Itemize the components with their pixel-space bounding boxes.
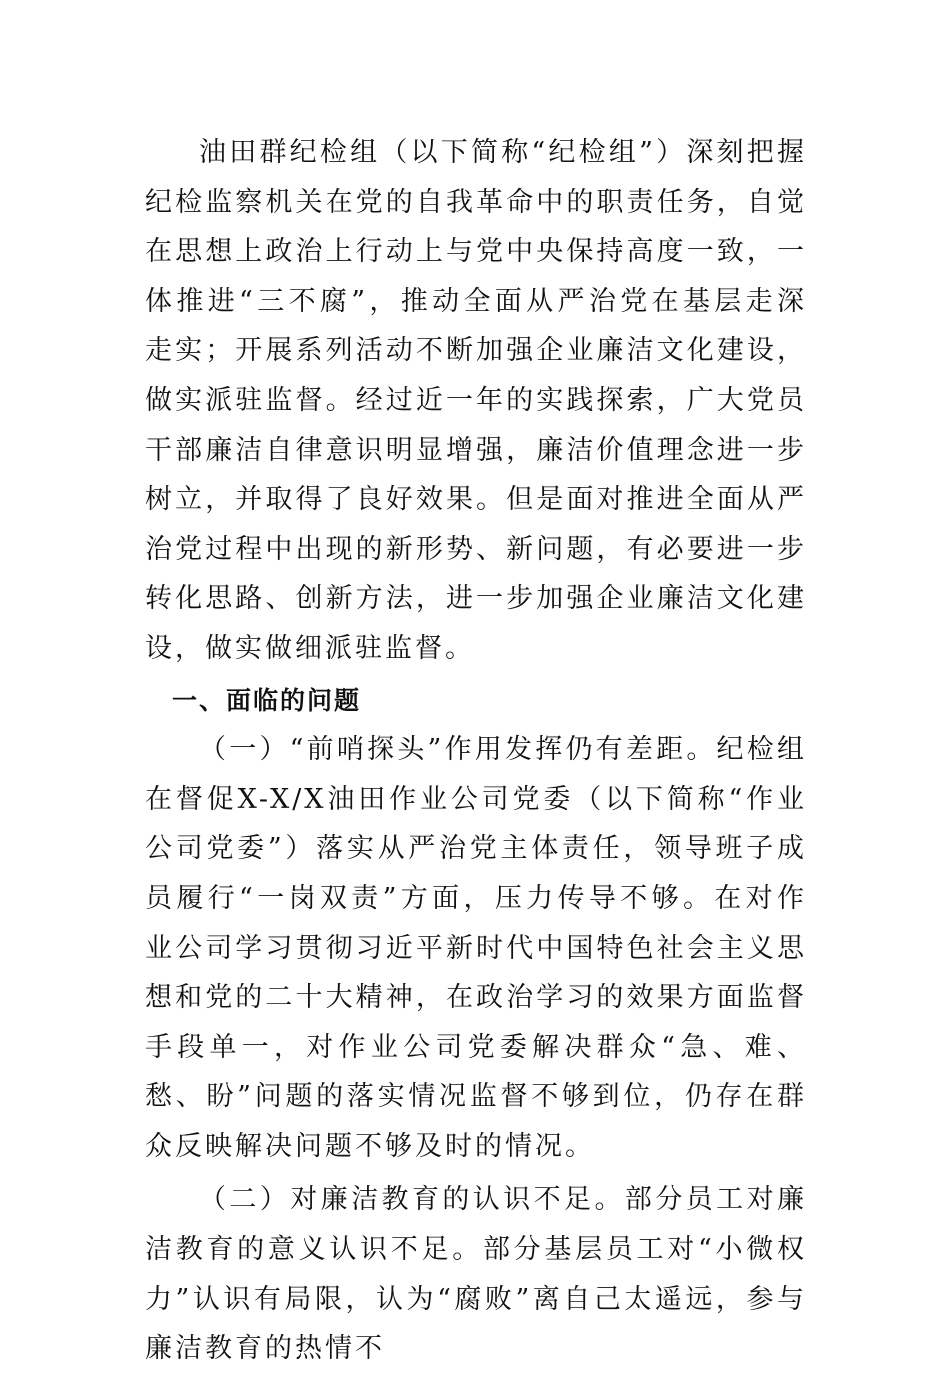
issue-1-paragraph: （一）“前哨探头”作用发挥仍有差距。纪检组在督促X-X/X油田作业公司党委（以下简称“作业公司党委”）落实从严治党主体责任，领导班子成员履行“一岗双责”方面，压力传导不够。在对作业公司学习贯彻习近平新时代中国特色社会主义思想和党的二十大精神，在政治学习的效果方面监督手段单一，对作业公司党委解决群众“急、难、愁、盼”问题的落实情况监督不够到位，仍存在群众反映解决问题不够及时的情况。 (145, 734, 807, 1162)
section-heading: 一、面临的问题 (172, 685, 362, 715)
intro-paragraph: 油田群纪检组（以下简称“纪检组”）深刻把握纪检监察机关在党的自我革命中的职责任务，自觉在思想上政治上行动上与党中央保持高度一致，一体推进“三不腐”，推动全面从严治党在基层走深走实；开展系列活动不断加强企业廉洁文化建设，做实派驻监督。经过近一年的实践探索，广大党员干部廉洁自律意识明显增强，廉洁价值理念进一步树立，并取得了良好效果。但是面对推进全面从严治党过程中出现的新形势、新问题，有必要进一步转化思路、创新方法，进一步加强企业廉洁文化建设，做实做细派驻监督。 (145, 137, 807, 664)
document-body (145, 128, 807, 1374)
issue-2-paragraph: （二）对廉洁教育的认识不足。部分员工对廉洁教育的意义认识不足。部分基层员工对“小微权力”认识有局限，认为“腐败”离自己太遥远，参与廉洁教育的热情不 (145, 1184, 807, 1365)
